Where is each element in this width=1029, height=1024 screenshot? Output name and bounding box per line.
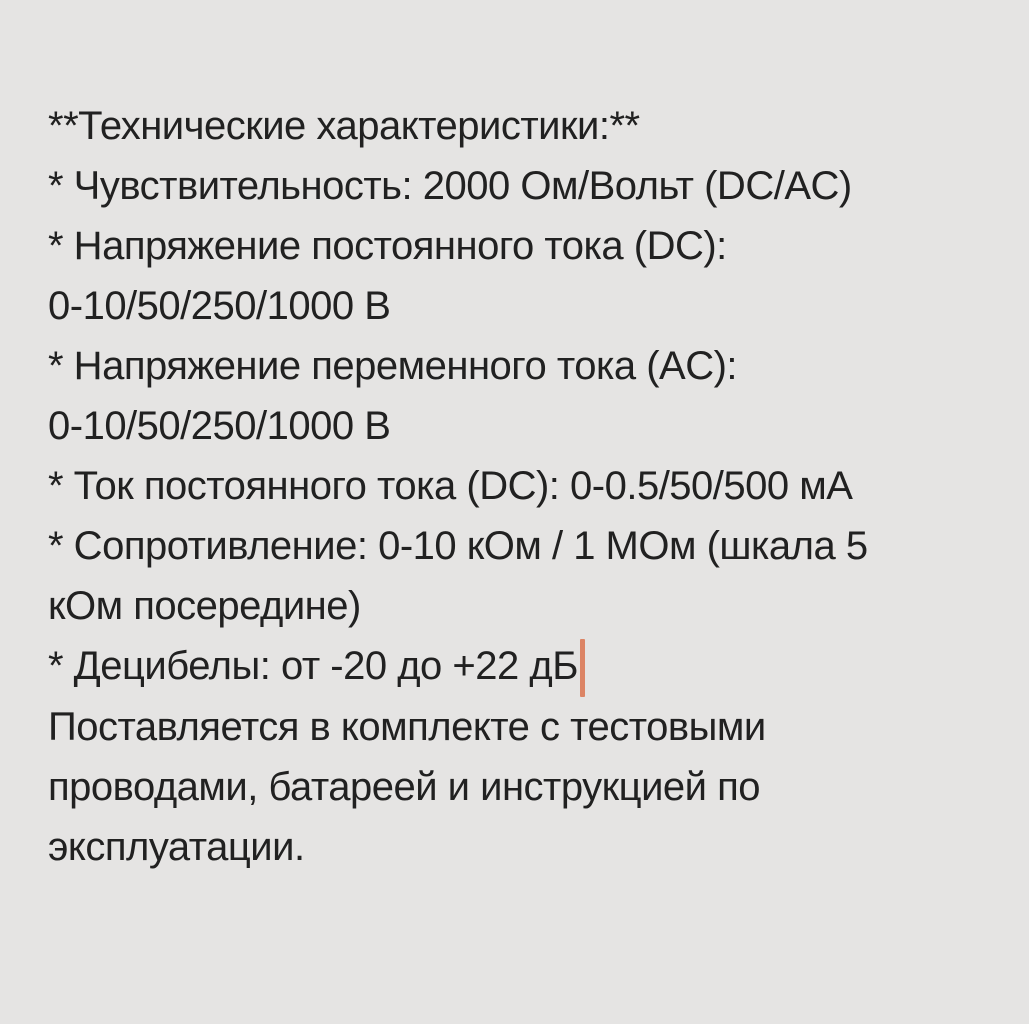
text-line: [48, 276, 1009, 336]
text-line: [48, 636, 1009, 697]
text-line-content: * Напряжение постоянного тока (DC):: [48, 224, 727, 268]
text-line-content: * Чувствительность: 2000 Ом/Вольт (DC/AC): [48, 164, 852, 208]
text-caret: [580, 639, 585, 697]
text-line-content: * Напряжение переменного тока (AC):: [48, 344, 738, 388]
text-line-content: проводами, батареей и инструкцией по: [48, 765, 761, 810]
text-line: [48, 156, 1009, 216]
text-line: [48, 697, 1009, 757]
text-line: [48, 336, 1009, 396]
text-line-content: Поставляется в комплекте с тестовыми: [48, 705, 766, 750]
text-line: [48, 817, 1009, 877]
text-line-content: 0-10/50/250/1000 В: [48, 404, 391, 448]
text-line: [48, 396, 1009, 456]
text-line: [48, 216, 1009, 276]
text-line-content: 0-10/50/250/1000 В: [48, 284, 391, 328]
text-line: [48, 456, 1009, 516]
text-line-content: эксплуатации.: [48, 825, 305, 870]
text-line: [48, 576, 1009, 636]
text-line: [48, 516, 1009, 576]
text-line-content: * Сопротивление: 0-10 кОм / 1 МОм (шкала 5: [48, 524, 868, 568]
text-line-content: **Технические характеристики:**: [48, 104, 640, 148]
text-line: [48, 96, 1009, 156]
text-line-content: * Децибелы: от -20 до +22 дБ: [48, 644, 578, 688]
text-line: [48, 757, 1009, 817]
text-line-content: кОм посередине): [48, 584, 361, 628]
text-line-content: * Ток постоянного тока (DC): 0-0.5/50/500 мА: [48, 464, 853, 508]
